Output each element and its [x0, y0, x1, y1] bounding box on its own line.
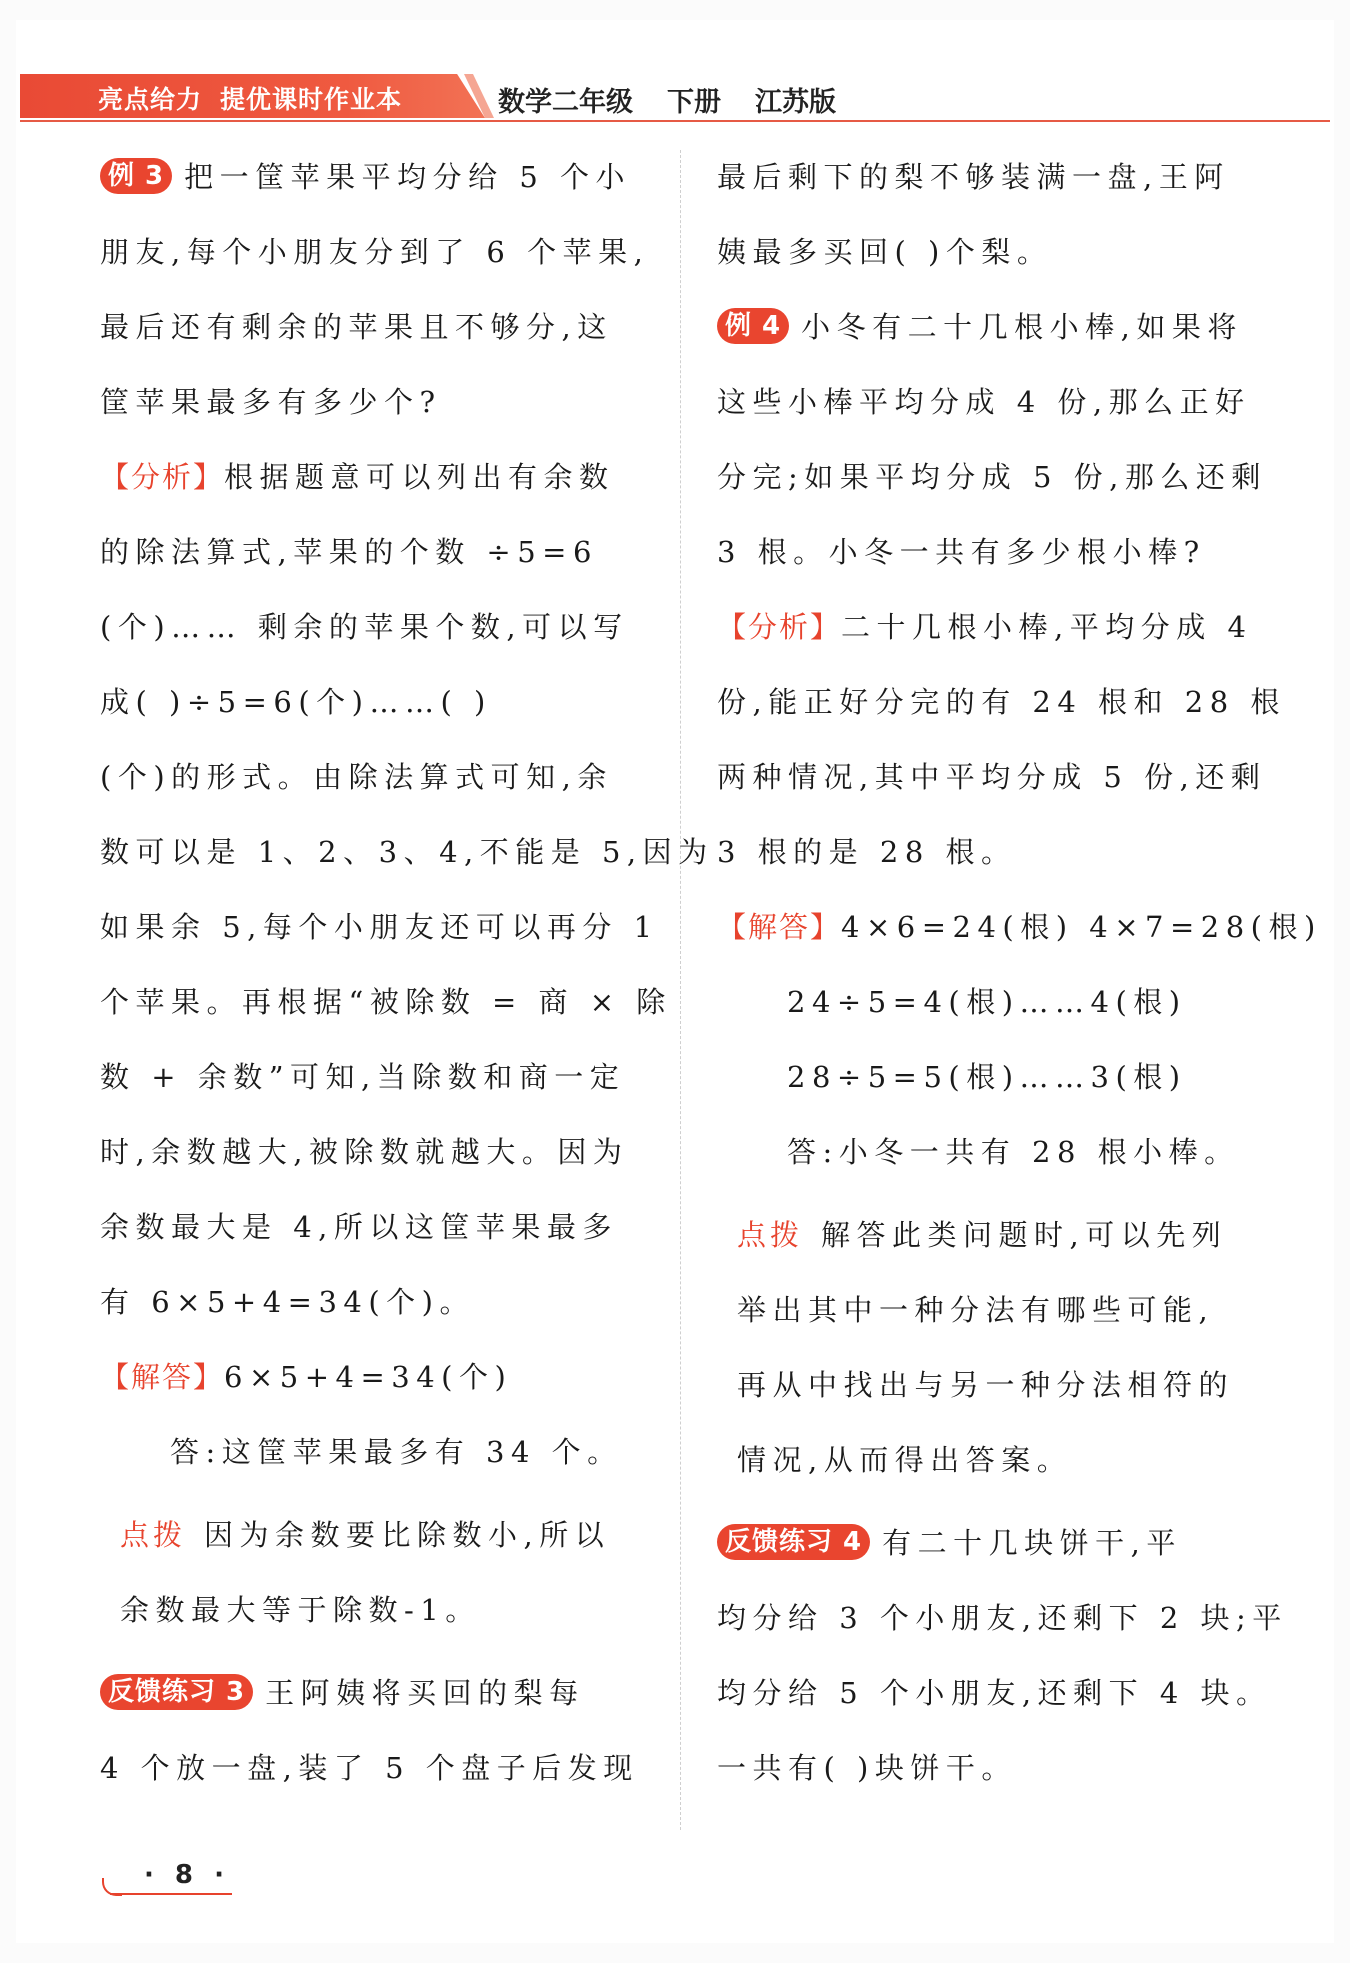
- solution-formula: 6×5+4=34(个): [224, 1360, 513, 1394]
- tip-3: [100, 1498, 646, 1648]
- tip-line: 举出其中一种分法有哪些可能,: [737, 1293, 1215, 1327]
- solution-4: [717, 890, 1322, 1190]
- exercise-4-line: 均分给 3 个小朋友,还剩下 2 块;平: [717, 1601, 1288, 1635]
- exercise-4-line: 有二十几块饼干,平: [882, 1526, 1182, 1560]
- page-number: · 8 ·: [144, 1860, 230, 1890]
- analysis-line: 有 6×5+4=34(个)。: [100, 1285, 475, 1319]
- footer-rule: [110, 1893, 232, 1895]
- analysis-line: 二十几根小棒,平均分成 4: [841, 610, 1253, 644]
- analysis-line: 余数最大是 4,所以这筐苹果最多: [100, 1210, 618, 1244]
- header-info: [498, 80, 870, 119]
- analysis-line: 个苹果。再根据“被除数 = 商 × 除: [100, 985, 672, 1019]
- tip-line: 情况,从而得出答案。: [737, 1443, 1073, 1477]
- analysis-label: 【分析】: [100, 460, 225, 494]
- exercise-3-badge: 反馈练习 3: [100, 1674, 253, 1710]
- example-3-line: 朋友,每个小朋友分到了 6 个苹果,: [100, 235, 650, 269]
- analysis-line: 3 根的是 28 根。: [717, 835, 1017, 869]
- left-column: [100, 140, 714, 1806]
- exercise-4-badge: 反馈练习 4: [717, 1524, 870, 1560]
- example-4-line: 3 根。小冬一共有多少根小棒?: [717, 535, 1206, 569]
- example-3-line: 把一筐苹果平均分给 5 个小: [184, 160, 632, 194]
- exercise-3-cont-line: 最后剩下的梨不够装满一盘,王阿: [717, 160, 1230, 194]
- tip-line: 因为余数要比除数小,所以: [204, 1518, 611, 1552]
- tip-line: 余数最大等于除数-1。: [120, 1593, 481, 1627]
- example-3-line: 筐苹果最多有多少个?: [100, 385, 442, 419]
- solution-answer: 答:小冬一共有 28 根小棒。: [787, 1135, 1240, 1169]
- solution-label: 【解答】: [100, 1360, 225, 1394]
- solution-label: 【解答】: [717, 910, 842, 944]
- exercise-3-line: 4 个放一盘,装了 5 个盘子后发现: [100, 1751, 639, 1785]
- example-4-badge: 例 4: [717, 308, 789, 344]
- analysis-line: 数可以是 1、2、3、4,不能是 5,因为: [100, 835, 714, 869]
- exercise-4-line: 均分给 5 个小朋友,还剩下 4 块。: [717, 1676, 1272, 1710]
- tip-label: 点拨: [120, 1518, 187, 1552]
- tip-line: 解答此类问题时,可以先列: [821, 1218, 1228, 1252]
- exercise-4-line: 一共有( )块饼干。: [717, 1751, 1017, 1785]
- tip-line: 再从中找出与另一种分法相符的: [737, 1368, 1235, 1402]
- example-4: [717, 290, 1265, 590]
- analysis-line: 份,能正好分完的有 24 根和 28 根: [717, 685, 1286, 719]
- exercise-3-cont-line: 姨最多买回( )个梨。: [717, 235, 1053, 269]
- analysis-line: (个)…… 剩余的苹果个数,可以写: [100, 610, 629, 644]
- analysis-line: 成( )÷5=6(个)……( ): [100, 685, 492, 719]
- example-4-line: 这些小棒平均分成 4 份,那么正好: [717, 385, 1251, 419]
- exercise-4: [717, 1506, 1288, 1806]
- solution-3: [100, 1340, 646, 1490]
- analysis-line: 数 + 余数”可知,当除数和商一定: [100, 1060, 626, 1094]
- right-column: [717, 140, 1322, 1806]
- header-rule: [20, 120, 1330, 122]
- example-3-badge: 例 3: [100, 158, 172, 194]
- analysis-line: (个)的形式。由除法算式可知,余: [100, 760, 613, 794]
- tip-4: [717, 1198, 1265, 1498]
- page-header: [20, 72, 1330, 124]
- exercise-3: [100, 1656, 646, 1806]
- brand-name: 亮点给力: [98, 85, 203, 114]
- exercise-3-continued: [717, 140, 1265, 290]
- analysis-line: 时,余数越大,被除数就越大。因为: [100, 1135, 629, 1169]
- solution-line: 4×6=24(根) 4×7=28(根): [841, 910, 1322, 944]
- solution-answer: 答:这筐苹果最多有 34 个。: [170, 1435, 623, 1469]
- tip-label: 点拨: [737, 1218, 804, 1252]
- page-footer: [102, 1860, 232, 1900]
- example-3: [100, 140, 650, 440]
- analysis-3: [100, 440, 714, 1340]
- analysis-label: 【分析】: [717, 610, 842, 644]
- analysis-line: 如果余 5,每个小朋友还可以再分 1: [100, 910, 659, 944]
- solution-line: 24÷5=4(根)……4(根): [787, 985, 1187, 1019]
- analysis-line: 根据题意可以列出有余数: [224, 460, 615, 494]
- volume-label: 下册: [667, 87, 721, 118]
- example-4-line: 小冬有二十几根小棒,如果将: [801, 310, 1243, 344]
- subject-label: 数学二年级: [498, 87, 633, 118]
- exercise-3-line: 王阿姨将买回的梨每: [265, 1676, 585, 1710]
- edition-label: 江苏版: [755, 87, 836, 118]
- analysis-line: 两种情况,其中平均分成 5 份,还剩: [717, 760, 1267, 794]
- solution-line: 28÷5=5(根)……3(根): [787, 1060, 1187, 1094]
- series-name: 提优课时作业本: [220, 85, 403, 114]
- analysis-4: [717, 590, 1286, 890]
- example-4-line: 分完;如果平均分成 5 份,那么还剩: [717, 460, 1267, 494]
- analysis-line: 的除法算式,苹果的个数 ÷5=6: [100, 535, 598, 569]
- example-3-line: 最后还有剩余的苹果且不够分,这: [100, 310, 613, 344]
- column-divider: [680, 150, 681, 1830]
- header-brand: [98, 80, 420, 116]
